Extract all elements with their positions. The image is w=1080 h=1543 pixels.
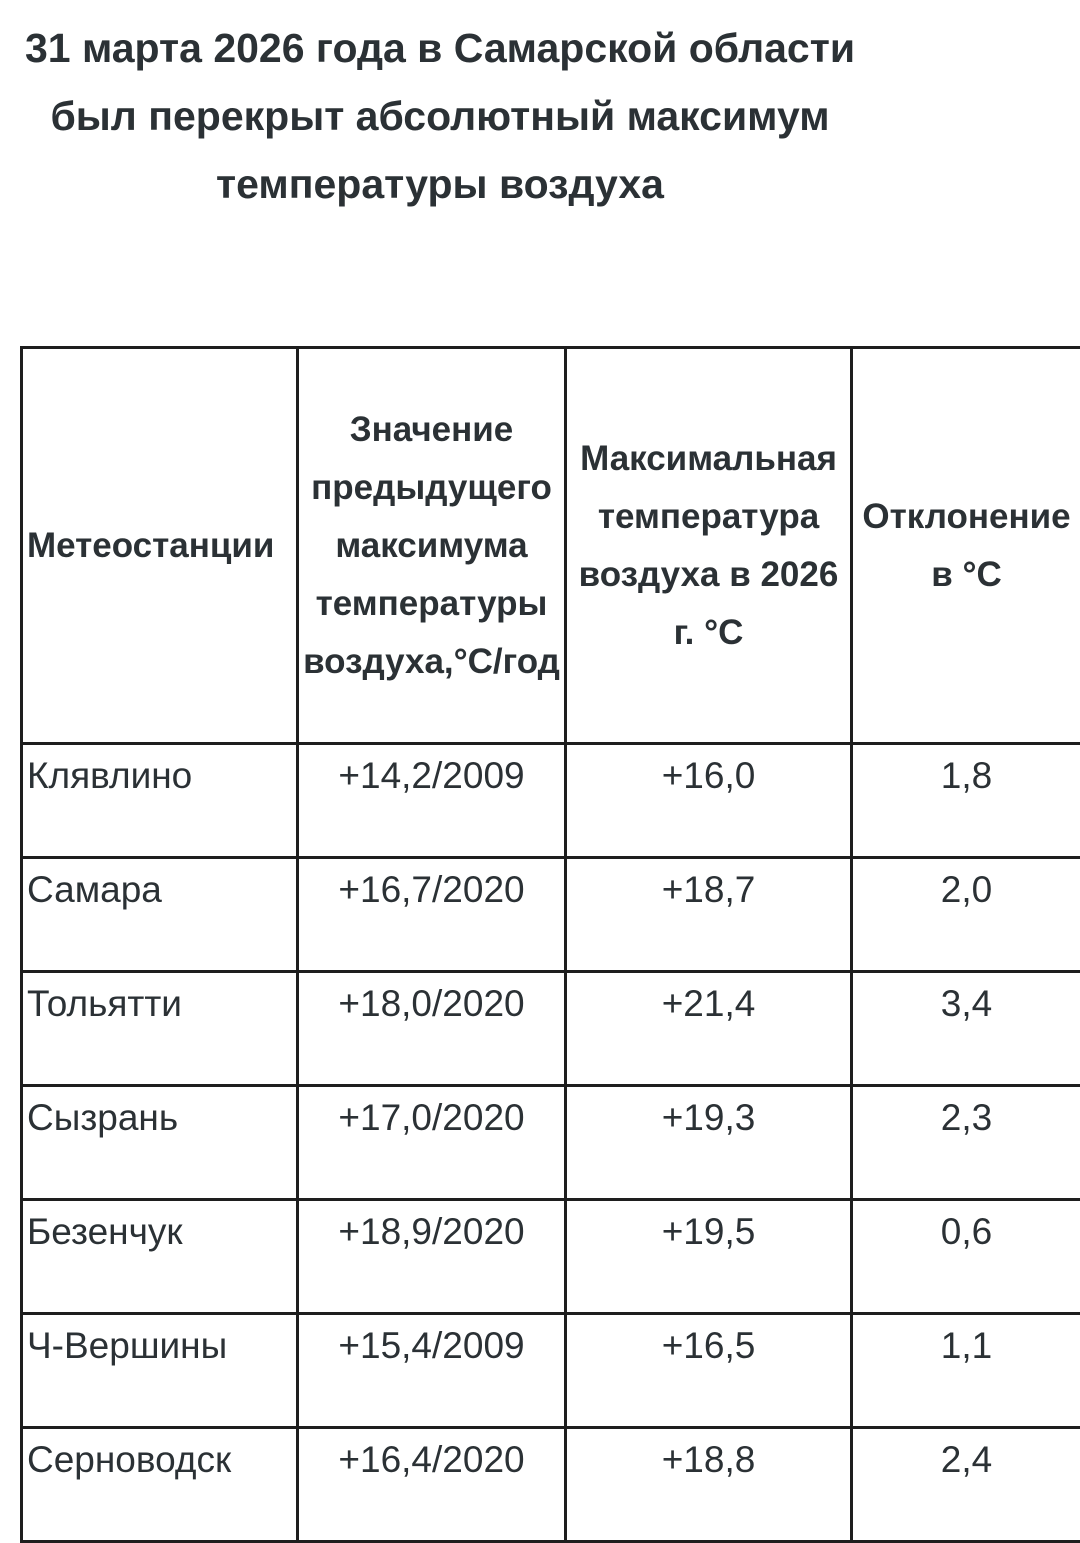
table-row	[22, 858, 1080, 972]
previous-max-cell: +15,4/2009	[298, 1314, 566, 1428]
max-2026-cell: +19,3	[566, 1086, 852, 1200]
max-2026-cell: +21,4	[566, 972, 852, 1086]
station-cell: Безенчук	[22, 1200, 298, 1314]
temperature-records-table	[20, 346, 1080, 1543]
previous-max-cell: +16,4/2020	[298, 1428, 566, 1542]
table-header-row	[22, 348, 1080, 744]
previous-max-cell: +17,0/2020	[298, 1086, 566, 1200]
station-cell: Сызрань	[22, 1086, 298, 1200]
station-cell: Клявлино	[22, 744, 298, 858]
table-row	[22, 972, 1080, 1086]
table-row	[22, 1314, 1080, 1428]
table-row	[22, 1200, 1080, 1314]
previous-max-cell: +18,9/2020	[298, 1200, 566, 1314]
max-2026-cell: +16,0	[566, 744, 852, 858]
deviation-cell: 1,1	[852, 1314, 1080, 1428]
deviation-cell: 1,8	[852, 744, 1080, 858]
table-row	[22, 1428, 1080, 1542]
max-2026-cell: +18,8	[566, 1428, 852, 1542]
deviation-cell: 2,4	[852, 1428, 1080, 1542]
previous-max-cell: +18,0/2020	[298, 972, 566, 1086]
deviation-cell: 0,6	[852, 1200, 1080, 1314]
station-cell: Ч-Вершины	[22, 1314, 298, 1428]
header-max-2026: Максимальная температура воздуха в 2026 г. °С	[566, 348, 852, 744]
deviation-cell: 2,3	[852, 1086, 1080, 1200]
max-2026-cell: +18,7	[566, 858, 852, 972]
station-cell: Самара	[22, 858, 298, 972]
previous-max-cell: +14,2/2009	[298, 744, 566, 858]
header-previous-maximum: Значение предыдущего максимума температуры воздуха,°С/год	[298, 348, 566, 744]
max-2026-cell: +16,5	[566, 1314, 852, 1428]
previous-max-cell: +16,7/2020	[298, 858, 566, 972]
page-title: 31 марта 2026 года в Самарской области был перекрыт абсолютный максимум температуры воздуха	[10, 14, 870, 218]
header-deviation: Отклонение в °С	[852, 348, 1080, 744]
station-cell: Тольятти	[22, 972, 298, 1086]
max-2026-cell: +19,5	[566, 1200, 852, 1314]
header-stations: Метеостанции	[22, 348, 298, 744]
table-row	[22, 1086, 1080, 1200]
table-row	[22, 744, 1080, 858]
deviation-cell: 2,0	[852, 858, 1080, 972]
deviation-cell: 3,4	[852, 972, 1080, 1086]
station-cell: Серноводск	[22, 1428, 298, 1542]
